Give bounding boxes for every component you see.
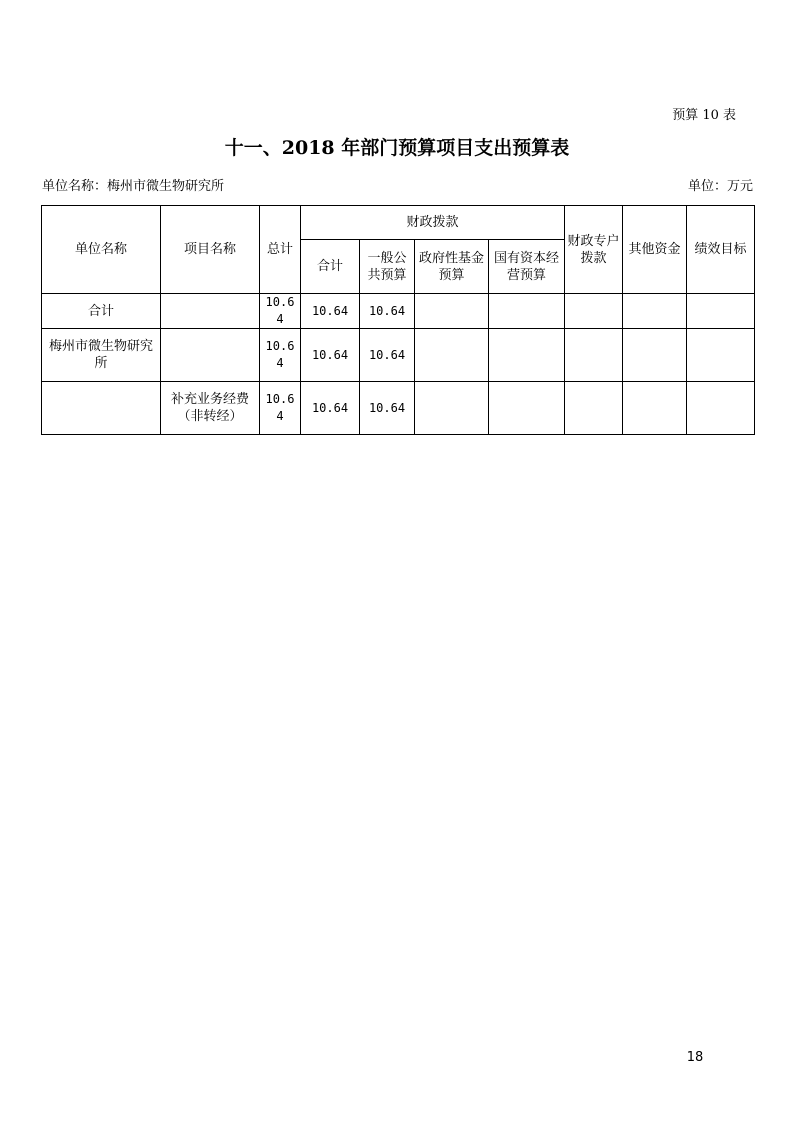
unit-name-label: 单位名称：梅州市微生物研究所 <box>42 179 225 194</box>
budget-table <box>41 205 755 435</box>
cell-project-name: 补充业务经费（非转经） <box>161 382 260 435</box>
header-project-name: 项目名称 <box>161 206 260 294</box>
cell-fiscal-special-allocation <box>565 382 623 435</box>
table-row <box>42 382 755 435</box>
cell-unit-name <box>42 382 161 435</box>
cell-total: 10.64 <box>260 294 301 329</box>
cell-performance-target <box>687 382 755 435</box>
form-code: 预算 10 表 <box>672 108 736 123</box>
cell-other-funds <box>623 294 687 329</box>
page-number: 18 <box>686 1050 704 1065</box>
cell-government-fund-budget <box>415 329 489 382</box>
cell-government-fund-budget <box>415 294 489 329</box>
cell-subtotal: 10.64 <box>301 382 360 435</box>
cell-project-name <box>161 294 260 329</box>
cell-performance-target <box>687 329 755 382</box>
cell-fiscal-special-allocation <box>565 329 623 382</box>
cell-total: 10.64 <box>260 382 301 435</box>
cell-general-public-budget: 10.64 <box>360 329 415 382</box>
header-state-capital-budget: 国有资本经营预算 <box>489 240 565 294</box>
cell-fiscal-special-allocation <box>565 294 623 329</box>
header-subtotal: 合计 <box>301 240 360 294</box>
header-performance-target: 绩效目标 <box>687 206 755 294</box>
cell-general-public-budget: 10.64 <box>360 294 415 329</box>
cell-other-funds <box>623 329 687 382</box>
cell-state-capital-budget <box>489 382 565 435</box>
table-row <box>42 329 755 382</box>
cell-total: 10.64 <box>260 329 301 382</box>
header-general-public-budget: 一般公共预算 <box>360 240 415 294</box>
cell-general-public-budget: 10.64 <box>360 382 415 435</box>
cell-other-funds <box>623 382 687 435</box>
cell-performance-target <box>687 294 755 329</box>
header-fiscal-special-allocation: 财政专户拨款 <box>565 206 623 294</box>
table-row <box>42 294 755 329</box>
cell-state-capital-budget <box>489 294 565 329</box>
cell-state-capital-budget <box>489 329 565 382</box>
header-unit-name: 单位名称 <box>42 206 161 294</box>
currency-unit-label: 单位：万元 <box>687 179 753 194</box>
cell-subtotal: 10.64 <box>301 329 360 382</box>
cell-unit-name: 梅州市微生物研究所 <box>42 329 161 382</box>
header-total: 总计 <box>260 206 301 294</box>
cell-subtotal: 10.64 <box>301 294 360 329</box>
cell-unit-name: 合计 <box>42 294 161 329</box>
header-government-fund-budget: 政府性基金预算 <box>415 240 489 294</box>
page-title: 十一、2018 年部门预算项目支出预算表 <box>224 137 570 159</box>
header-fiscal-allocation: 财政拨款 <box>301 206 565 240</box>
cell-project-name <box>161 329 260 382</box>
cell-government-fund-budget <box>415 382 489 435</box>
header-other-funds: 其他资金 <box>623 206 687 294</box>
